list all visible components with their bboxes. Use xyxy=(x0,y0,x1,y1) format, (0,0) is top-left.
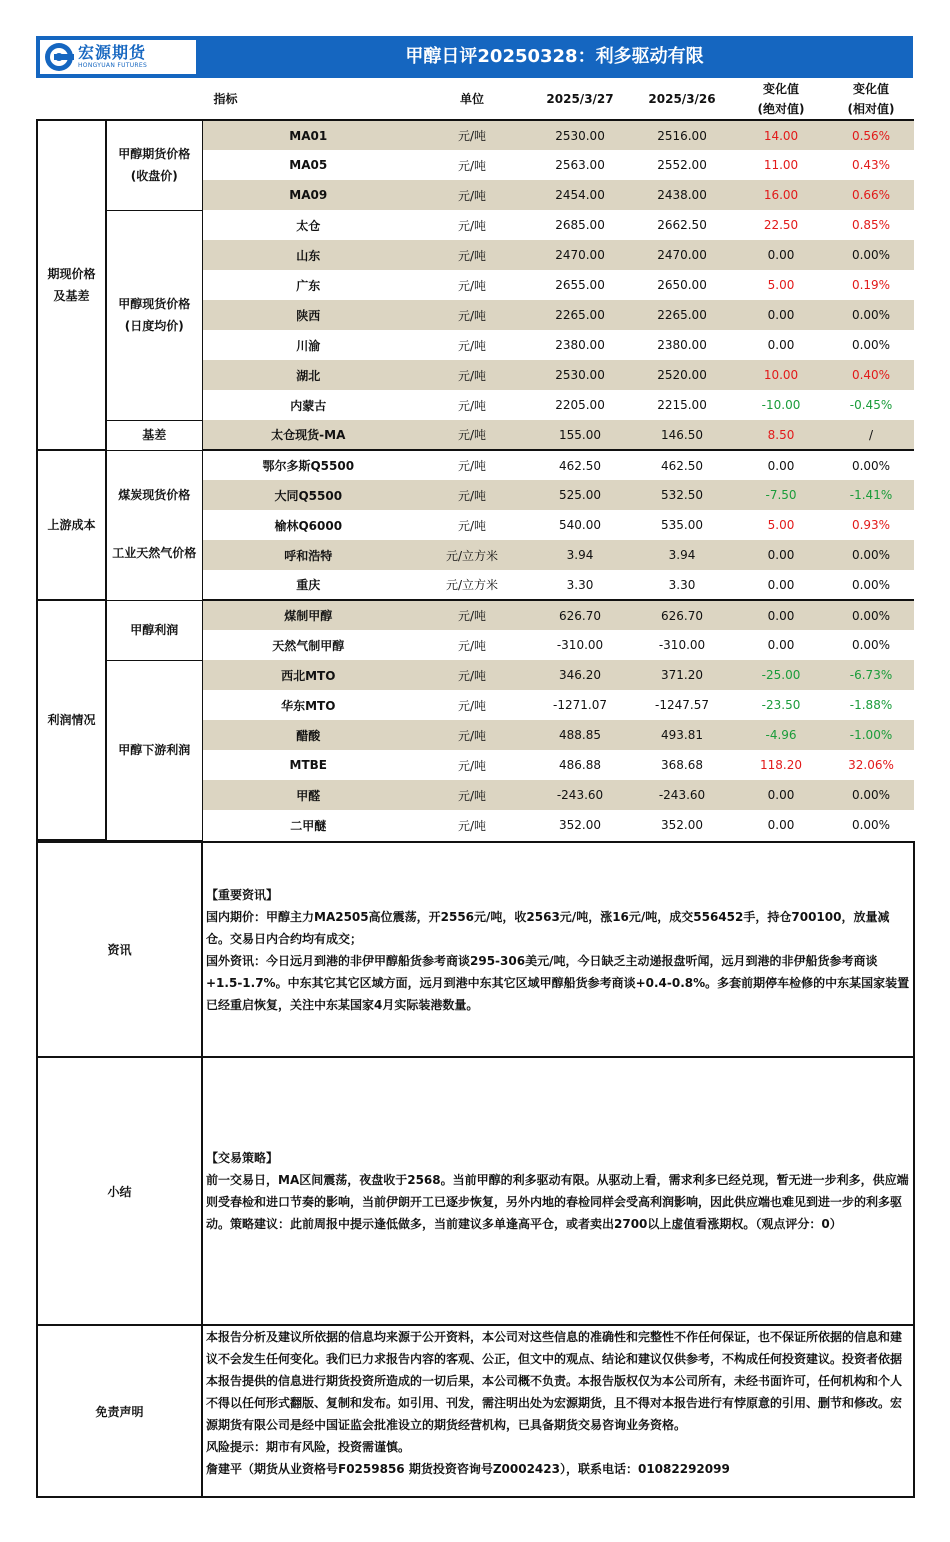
section-label: 期现价格 及基差 xyxy=(37,120,106,450)
col-header-date2: 2025/3/26 xyxy=(630,78,734,120)
unit-cell: 元/吨 xyxy=(414,660,530,690)
value-date1: 2685.00 xyxy=(555,218,605,232)
col-header-unit: 单位 xyxy=(414,78,530,120)
value-date2: 462.50 xyxy=(661,458,704,473)
value-date1: 488.85 xyxy=(530,720,630,750)
table-row xyxy=(37,600,914,630)
change-abs: -25.00 xyxy=(734,660,828,690)
news-line-foreign: 国外资讯：今日远月到港的非伊甲醇船货参考商谈295-306美元/吨，今日缺乏主动递报盘听闻，远月到港的非伊船货参考商谈+1.5-1.7%。中东其它其它区域方面，远月到港中东其它区域甲醇船货参考商谈+0.4-0.8%。多套前期停车检修的中东某国家装置已经重启恢复，关注中东某国家4月实际装港数量。 xyxy=(206,953,910,1012)
subgroup-label: 基差 xyxy=(106,420,202,450)
unit-cell: 元/吨 xyxy=(414,180,530,210)
table-row xyxy=(37,450,914,480)
table-header-row xyxy=(37,78,914,120)
notes-table xyxy=(36,841,915,1498)
unit-cell: 元/吨 xyxy=(414,360,530,390)
value-date1: 2470.00 xyxy=(530,240,630,270)
value-date2: 146.50 xyxy=(630,420,734,450)
indicator-name: 陕西 xyxy=(202,300,414,330)
change-abs: 11.00 xyxy=(763,158,799,172)
col-header-date1: 2025/3/27 xyxy=(530,78,630,120)
value-date1: 3.94 xyxy=(530,540,630,570)
change-rel: -1.00% xyxy=(828,720,914,750)
disclaimer-text: 本报告分析及建议所依据的信息均来源于公开资料，本公司对这些信息的准确性和完整性不作任何保证，也不保证所依据的信息和建议不会发生任何变化。我们已力求报告内容的客观、公正，但文中的观点、结论和建议仅供参考，不构成任何投资建议。投资者依据本报告提供的信息进行期货投资所造成的一切后果，本公司概不负责。本报告版权仅为本公司所有，未经书面许可，任何机构和个人不得以任何形式翻版、复制和发布。如引用、刊发，需注明出处为宏源期货，且不得对本报告进行有悖原意的引用、删节和修改。宏源期货有限公司是经中国证监会批准设立的期货经营机构，已具备期货交易咨询业务资格。 xyxy=(206,1330,903,1432)
change-rel: 0.00% xyxy=(828,600,914,630)
col-header-indicator: 指标 xyxy=(37,78,414,120)
unit-cell: 元/吨 xyxy=(414,120,530,150)
price-table xyxy=(36,78,914,841)
value-date2: 2470.00 xyxy=(630,240,734,270)
change-rel: 0.00% xyxy=(828,240,914,270)
section-label: 利润情况 xyxy=(37,600,106,840)
summary-row xyxy=(37,1057,914,1325)
change-abs: 0.00 xyxy=(767,818,795,832)
value-date2: 2215.00 xyxy=(657,398,707,412)
subgroup-label: 甲醇下游利润 xyxy=(106,660,202,840)
indicator-name: 太仓现货-MA xyxy=(202,420,414,450)
subgroup-label: 煤炭现货价格 xyxy=(106,450,202,540)
value-date1: 462.50 xyxy=(559,458,602,473)
company-logo xyxy=(40,40,196,74)
value-date1: 2380.00 xyxy=(555,338,605,352)
change-rel: 0.66% xyxy=(828,180,914,210)
change-rel: -0.45% xyxy=(849,398,893,412)
table-row xyxy=(37,660,914,690)
unit-cell: 元/吨 xyxy=(457,758,487,773)
unit-cell: 元/吨 xyxy=(414,240,530,270)
change-rel: 32.06% xyxy=(848,758,894,772)
unit-cell: 元/吨 xyxy=(414,600,530,630)
indicator-name: 甲醛 xyxy=(202,780,414,810)
indicator-name: MTBE xyxy=(289,758,327,772)
report-sheet xyxy=(36,36,913,1498)
report-header xyxy=(36,36,913,78)
subgroup-label: 工业天然气价格 xyxy=(106,540,202,600)
value-date2: 2438.00 xyxy=(630,180,734,210)
indicator-name: MA09 xyxy=(202,180,414,210)
change-rel: / xyxy=(828,420,914,450)
value-date1: 540.00 xyxy=(559,518,602,532)
unit-cell: 元/吨 xyxy=(457,818,487,833)
change-abs: 0.00 xyxy=(734,540,828,570)
value-date2: 3.94 xyxy=(630,540,734,570)
indicator-name: 榆林Q6000 xyxy=(274,518,343,533)
unit-cell: 元/吨 xyxy=(457,518,487,533)
value-date2: 535.00 xyxy=(661,518,704,532)
value-date2: 2520.00 xyxy=(630,360,734,390)
value-date2: 368.68 xyxy=(661,758,704,772)
unit-cell: 元/吨 xyxy=(457,338,487,353)
table-row xyxy=(37,210,914,240)
risk-warning: 风险提示：期市有风险，投资需谨慎。 xyxy=(206,1440,411,1454)
indicator-name: 呼和浩特 xyxy=(202,540,414,570)
summary-label: 小结 xyxy=(37,1057,202,1325)
section-label: 上游成本 xyxy=(37,450,106,600)
value-date1: 525.00 xyxy=(530,480,630,510)
indicator-name: MA01 xyxy=(202,120,414,150)
change-rel: 0.00% xyxy=(851,338,891,352)
change-rel: 0.56% xyxy=(828,120,914,150)
change-abs: 0.00 xyxy=(767,638,795,652)
unit-cell: 元/立方米 xyxy=(414,570,530,600)
value-date2: 626.70 xyxy=(630,600,734,630)
subgroup-label: 甲醇利润 xyxy=(106,600,202,660)
value-date2: 2650.00 xyxy=(657,278,707,292)
indicator-name: 二甲醚 xyxy=(290,818,327,833)
change-abs: 0.00 xyxy=(734,240,828,270)
value-date2: -1247.57 xyxy=(655,698,709,712)
unit-cell: 元/吨 xyxy=(414,720,530,750)
change-abs: 0.00 xyxy=(734,570,828,600)
analyst-info: 詹建平（期货从业资格号F0259856 期货投资咨询号Z0002423），联系电话：01082292099 xyxy=(206,1462,730,1476)
value-date2: 532.50 xyxy=(630,480,734,510)
unit-cell: 元/吨 xyxy=(457,698,487,713)
indicator-name: 太仓 xyxy=(296,218,321,233)
indicator-name: 内蒙古 xyxy=(290,398,327,413)
indicator-name: 川渝 xyxy=(296,338,321,353)
disclaimer-row xyxy=(37,1325,914,1497)
logo-name-en: HONGYUAN FUTURES xyxy=(78,62,148,69)
news-heading: 【重要资讯】 xyxy=(206,887,279,902)
unit-cell: 元/吨 xyxy=(457,638,487,653)
value-date2: 2516.00 xyxy=(630,120,734,150)
change-abs: 0.00 xyxy=(767,338,795,352)
change-rel: -1.88% xyxy=(849,698,893,712)
change-abs: -10.00 xyxy=(761,398,801,412)
change-rel: 0.00% xyxy=(851,818,891,832)
change-abs: 5.00 xyxy=(767,278,795,292)
change-abs: 0.00 xyxy=(767,458,795,473)
news-line-domestic: 国内期价：甲醇主力MA2505高位震荡，开2556元/吨，收2563元/吨，涨16元/吨，成交556452手，持仓700100，放量减仓。交易日内合约均有成交； xyxy=(206,909,890,946)
change-abs: 0.00 xyxy=(734,780,828,810)
news-label: 资讯 xyxy=(37,842,202,1057)
table-row xyxy=(37,120,914,150)
indicator-name: 重庆 xyxy=(202,570,414,600)
news-row xyxy=(37,842,914,1057)
value-date1: 2205.00 xyxy=(555,398,605,412)
value-date2: 2380.00 xyxy=(657,338,707,352)
unit-cell: 元/吨 xyxy=(457,459,487,473)
change-rel: 0.00% xyxy=(828,300,914,330)
change-abs: 118.20 xyxy=(760,758,803,772)
value-date1: 2530.00 xyxy=(530,360,630,390)
value-date2: 2662.50 xyxy=(657,218,707,232)
change-abs: 10.00 xyxy=(734,360,828,390)
unit-cell: 元/立方米 xyxy=(414,540,530,570)
indicator-name: 华东MTO xyxy=(281,698,336,713)
report-title: 甲醇日评20250328：利多驱动有限 xyxy=(405,46,704,67)
value-date1: 2454.00 xyxy=(530,180,630,210)
value-date1: 2265.00 xyxy=(530,300,630,330)
change-abs: -7.50 xyxy=(734,480,828,510)
change-abs: 16.00 xyxy=(734,180,828,210)
indicator-name: 山东 xyxy=(202,240,414,270)
change-rel: 0.00% xyxy=(828,540,914,570)
unit-cell: 元/吨 xyxy=(414,420,530,450)
hongyuan-logo-icon xyxy=(44,42,74,72)
value-date1: -310.00 xyxy=(556,638,604,652)
disclaimer-label: 免责声明 xyxy=(37,1325,202,1497)
change-rel: 0.43% xyxy=(851,158,891,172)
summary-content xyxy=(202,1057,914,1325)
change-rel: 0.00% xyxy=(828,570,914,600)
unit-cell: 元/吨 xyxy=(457,398,487,413)
value-date1: 155.00 xyxy=(530,420,630,450)
value-date2: 493.81 xyxy=(630,720,734,750)
indicator-name: 鄂尔多斯Q5500 xyxy=(262,459,355,473)
change-abs: 0.00 xyxy=(734,300,828,330)
value-date1: 2530.00 xyxy=(530,120,630,150)
news-content xyxy=(202,842,914,1057)
subgroup-label: 甲醇期货价格 (收盘价) xyxy=(106,120,202,210)
unit-cell: 元/吨 xyxy=(457,278,487,293)
logo-name-cn: 宏源期货 xyxy=(78,43,147,62)
table-row xyxy=(37,540,914,570)
col-header-change-rel: 变化值 (相对值) xyxy=(828,78,914,120)
change-abs: -4.96 xyxy=(734,720,828,750)
change-abs: 14.00 xyxy=(734,120,828,150)
subgroup-label: 甲醇现货价格 (日度均价) xyxy=(106,210,202,420)
change-rel: 0.85% xyxy=(851,218,891,232)
value-date1: 626.70 xyxy=(530,600,630,630)
indicator-name: 醋酸 xyxy=(202,720,414,750)
indicator-name: 湖北 xyxy=(202,360,414,390)
value-date2: -310.00 xyxy=(658,638,706,652)
change-abs: 0.00 xyxy=(734,600,828,630)
change-rel: 0.40% xyxy=(828,360,914,390)
change-rel: 0.00% xyxy=(851,638,891,652)
unit-cell: 元/吨 xyxy=(457,218,487,233)
unit-cell: 元/吨 xyxy=(457,158,487,173)
unit-cell: 元/吨 xyxy=(414,780,530,810)
value-date1: -1271.07 xyxy=(553,698,607,712)
value-date1: 2655.00 xyxy=(555,278,605,292)
value-date2: 2552.00 xyxy=(657,158,707,172)
value-date2: 2265.00 xyxy=(630,300,734,330)
disclaimer-content xyxy=(202,1325,914,1497)
indicator-name: 大同Q5500 xyxy=(202,480,414,510)
value-date1: -243.60 xyxy=(530,780,630,810)
change-abs: 22.50 xyxy=(763,218,799,232)
value-date1: 2563.00 xyxy=(555,158,605,172)
summary-text: 前一交易日，MA区间震荡，夜盘收于2568。当前甲醇的利多驱动有限。从驱动上看，需求利多已经兑现，暂无进一步利多，供应端则受春检和进口节奏的影响，当前伊朗开工已逐步恢复，另外内地的春检同样会受高利润影响，因此供应端也难见到进一步的利多驱动。策略建议：此前周报中提示逢低做多，当前建议多单逢高平仓，或者卖出2700以上虚值看涨期权。（观点评分：0） xyxy=(206,1173,909,1231)
change-rel: 0.00% xyxy=(828,780,914,810)
value-date1: 352.00 xyxy=(559,818,602,832)
col-header-change-abs: 变化值 (绝对值) xyxy=(734,78,828,120)
value-date1: 3.30 xyxy=(530,570,630,600)
value-date2: 3.30 xyxy=(630,570,734,600)
indicator-name: 广东 xyxy=(296,278,321,293)
change-abs: 8.50 xyxy=(734,420,828,450)
change-rel: 0.00% xyxy=(851,458,891,473)
change-rel: 0.19% xyxy=(851,278,891,292)
value-date1: 346.20 xyxy=(530,660,630,690)
table-row xyxy=(37,420,914,450)
indicator-name: 西北MTO xyxy=(202,660,414,690)
change-abs: 5.00 xyxy=(767,518,795,532)
change-rel: -1.41% xyxy=(828,480,914,510)
value-date2: -243.60 xyxy=(630,780,734,810)
indicator-name: 天然气制甲醇 xyxy=(272,638,345,653)
indicator-name: 煤制甲醇 xyxy=(202,600,414,630)
unit-cell: 元/吨 xyxy=(414,300,530,330)
value-date2: 352.00 xyxy=(661,818,704,832)
change-rel: 0.93% xyxy=(851,518,891,532)
summary-heading: 【交易策略】 xyxy=(206,1151,279,1165)
unit-cell: 元/吨 xyxy=(414,480,530,510)
value-date1: 486.88 xyxy=(559,758,602,772)
indicator-name: MA05 xyxy=(289,158,328,172)
change-abs: -23.50 xyxy=(761,698,801,712)
change-rel: -6.73% xyxy=(828,660,914,690)
value-date2: 371.20 xyxy=(630,660,734,690)
